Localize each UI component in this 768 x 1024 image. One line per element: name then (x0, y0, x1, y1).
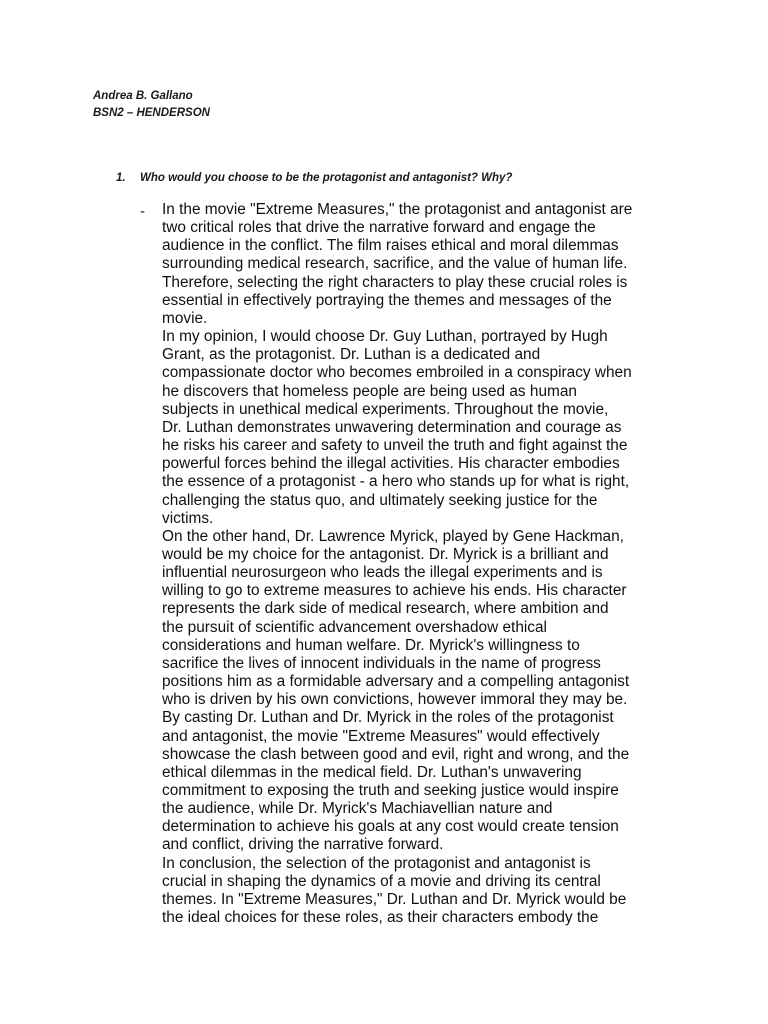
answer-line: powerful forces behind the illegal activities. His character embodies (162, 455, 620, 473)
document-header (93, 88, 210, 122)
answer-line: subjects in unethical medical experiments. Throughout the movie, (162, 400, 609, 418)
question-heading (116, 170, 512, 186)
answer-line: the pursuit of scientific advancement overshadow ethical (162, 618, 547, 636)
answer-line: ethical dilemmas in the medical field. Dr. Luthan's unwavering (162, 763, 582, 781)
answer-line: represents the dark side of medical research, where ambition and (162, 600, 609, 618)
answer-line: the ideal choices for these roles, as their characters embody the (162, 909, 599, 927)
answer-line: he discovers that homeless people are being used as human (162, 382, 577, 400)
answer-line: themes. In "Extreme Measures," Dr. Luthan and Dr. Myrick would be (162, 890, 627, 908)
answer-line: influential neurosurgeon who leads the illegal experiments and is (162, 564, 603, 582)
answer-line: On the other hand, Dr. Lawrence Myrick, played by Gene Hackman, (162, 527, 624, 545)
question-text: Who would you choose to be the protagonist and antagonist? Why? (140, 172, 513, 184)
answer-line: commitment to exposing the truth and seeking justice would inspire (162, 782, 619, 799)
answer-line: compassionate doctor who becomes embroiled in a conspiracy when (162, 364, 632, 382)
answer-line: showcase the clash between good and evil, right and wrong, and the (162, 745, 630, 763)
answer-line: the audience, while Dr. Myrick's Machiavellian nature and (162, 800, 553, 818)
answer-bullet: - (140, 203, 145, 220)
answer-line: In the movie "Extreme Measures," the protagonist and antagonist are (162, 201, 633, 218)
answer-line: audience in the conflict. The film raises ethical and moral dilemmas (162, 237, 619, 255)
answer-line: surrounding medical research, sacrifice, and the value of human life. (162, 255, 628, 273)
answer-line: In my opinion, I would choose Dr. Guy Luthan, portrayed by Hugh (162, 328, 608, 346)
answer-line: willing to go to extreme measures to achieve his ends. His character (162, 582, 627, 600)
answer-line: Grant, as the protagonist. Dr. Luthan is a dedicated and (162, 346, 541, 364)
answer-line: determination to achieve his goals at any cost would create tension (162, 818, 619, 836)
answer-line: he risks his career and safety to unveil the truth and fight against the (162, 437, 628, 455)
answer-line: movie. (162, 309, 208, 327)
answer-line: In conclusion, the selection of the protagonist and antagonist is (162, 854, 591, 872)
answer-line: Therefore, selecting the right characters to play these crucial roles is (162, 273, 628, 291)
answer-line: would be my choice for the antagonist. Dr. Myrick is a brilliant and (162, 545, 609, 563)
author-section: BSN2 – HENDERSON (93, 107, 210, 119)
answer-line: victims. (162, 509, 214, 527)
answer-body (162, 201, 687, 927)
answer-line: By casting Dr. Luthan and Dr. Myrick in the roles of the protagonist (162, 709, 614, 727)
question-number: 1. (116, 172, 126, 184)
answer-line: challenging the status quo, and ultimately seeking justice for the (162, 491, 598, 509)
author-name: Andrea B. Gallano (93, 90, 193, 102)
answer-line: two critical roles that drive the narrative forward and engage the (162, 219, 596, 237)
answer-line: considerations and human welfare. Dr. Myrick's willingness to (162, 636, 580, 654)
answer-line: sacrifice the lives of innocent individuals in the name of progress (162, 654, 601, 672)
answer-line: essential in effectively portraying the themes and messages of the (162, 291, 612, 309)
answer-line: positions him as a formidable adversary and a compelling antagonist (162, 673, 630, 691)
answer-line: Dr. Luthan demonstrates unwavering determination and courage as (162, 418, 622, 436)
answer-line: the essence of a protagonist - a hero who stands up for what is right, (162, 473, 630, 491)
answer-line: and conflict, driving the narrative forward. (162, 836, 444, 854)
answer-line: crucial in shaping the dynamics of a movie and driving its central (162, 872, 601, 890)
answer-line: who is driven by his own convictions, however immoral they may be. (162, 691, 628, 709)
answer-line: and antagonist, the movie "Extreme Measures" would effectively (162, 727, 600, 745)
